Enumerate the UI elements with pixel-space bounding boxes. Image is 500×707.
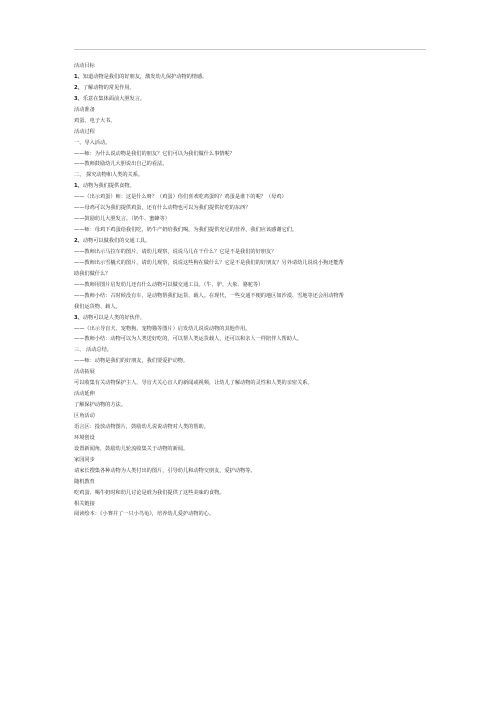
document-line (74, 203, 426, 214)
document-line (74, 105, 426, 116)
document-line (74, 302, 426, 313)
line-text: 阅读绘本：《小赛并了一只小鸟龟》，培养幼儿爱护动物的心。 (74, 511, 215, 518)
line-text: ——教师出示雪橇犬的图片，请幼儿观察，说说这些狗在做什么？它是不是我们的好朋友？另外请幼儿说说小狗还能帮 (74, 259, 344, 266)
line-text: 活动拓展 (74, 369, 95, 376)
document-line (74, 181, 426, 192)
line-text: ——师：动物是我们的好朋友，我们要爱护动物。 (74, 358, 189, 365)
line-text: ——教师小结：动物可以为人类送好吃的，可以帮人类运货载人，还可以和亲人一样陪伴人帮助人。 (74, 336, 303, 343)
line-text: 鸡蛋、电子大书。 (74, 117, 116, 124)
document-line (74, 324, 426, 335)
document-line (74, 488, 426, 499)
document-line (74, 94, 426, 105)
document-line (74, 116, 426, 127)
document-line (74, 345, 426, 356)
document-line (74, 400, 426, 411)
header-rule (74, 49, 426, 50)
document-line (74, 225, 426, 236)
document-line (74, 236, 426, 247)
document-line (74, 378, 426, 389)
item-number: 2、 (74, 84, 83, 91)
document-line (74, 72, 426, 83)
document-line (74, 433, 426, 444)
line-text: 三、 活动总结。 (74, 347, 112, 354)
document-line (74, 61, 426, 72)
line-text: ——教师鼓励幼儿大胆说出自己的看法。 (74, 161, 168, 168)
document-line (74, 258, 426, 269)
line-text: 助我们做什么？ (74, 270, 111, 277)
line-text: 设置新闻角，鼓励幼儿轮流收集关于动物的新闻。 (74, 445, 189, 452)
line-text: 我们运货物、载人。 (74, 303, 121, 310)
line-text: 知道动物是我们的好朋友，激发幼儿保护动物的情感。 (82, 73, 208, 80)
line-text: 动物可以是人类的好伙伴。 (82, 314, 146, 321)
document-line (74, 269, 426, 280)
document-line (74, 499, 426, 510)
document-line (74, 509, 426, 520)
line-text: 乐意在集体面前大胆发言。 (82, 95, 146, 102)
line-text: ——教师出示马拉车的图片，请幼儿观察，说说马儿在干什么？它是不是我们的好朋友？ (74, 248, 277, 255)
line-text: 请家长搜集各种动物为人类付出的图片，引导幼儿和动物交朋友，爱护动物等。 (74, 467, 256, 474)
line-text: 可以收集有关动物保护主人、导盲犬关心盲人的新闻或视频，让幼儿了解动物的灵性和人类的亲密关系。 (74, 380, 313, 387)
line-text: 家园同步 (74, 456, 95, 463)
line-text: 活动准备 (74, 106, 95, 113)
line-text: 一、导入活动。 (74, 139, 111, 146)
line-text: 动物可以做我们的交通工具。 (82, 238, 151, 244)
document-line (74, 192, 426, 203)
line-text: 活动过程 (74, 128, 95, 135)
document-line (74, 280, 426, 291)
line-text: ——教师用图片启发幼儿还有什么动物可以做交通工具。（牛、驴、大象、骆驼等） (74, 281, 264, 288)
item-number: 1、 (74, 183, 83, 190)
document-line (74, 291, 426, 302)
document-line (74, 411, 426, 422)
item-number: 3、 (74, 95, 83, 102)
document-line (74, 138, 426, 149)
document-line (74, 127, 426, 138)
document-line (74, 466, 426, 477)
document-line (74, 214, 426, 225)
line-text: 了解保护动物的方法。 (74, 402, 126, 409)
line-text: 了解动物的常见作用。 (82, 84, 135, 91)
line-text: ——母鸡可以为我们提供鸡蛋，还有什么动物也可以为我们提供好吃的东西？ (74, 205, 251, 212)
item-number: 1、 (74, 73, 83, 80)
line-text: ——师：为什么说动物是我们的朋友？它们可以为我们做什么事情呢？ (74, 150, 235, 157)
line-text: ——（出示导盲犬、宠物狗、宠物猫等图片）启发幼儿说说动物的其他作用。 (74, 325, 251, 332)
document-line (74, 149, 426, 160)
document-line (74, 159, 426, 170)
document-line (74, 422, 426, 433)
document-line (74, 477, 426, 488)
line-text: 环境创设 (74, 434, 95, 441)
document-line (74, 444, 426, 455)
document-line (74, 455, 426, 466)
line-text: 活动目标 (74, 63, 95, 69)
line-text: 随机教育 (74, 478, 95, 485)
document-body (74, 61, 426, 520)
document-line (74, 367, 426, 378)
document-line (74, 170, 426, 181)
line-text: 相关链接 (74, 500, 95, 507)
line-text: 动物为我们提供食物。 (82, 183, 135, 190)
document-line (74, 247, 426, 258)
item-number: 2、 (74, 238, 83, 244)
line-text: 语言区：投放动物图片，鼓励幼儿说说动物对人类的帮助。 (74, 423, 209, 430)
line-text: ——（出示鸡蛋）师：这是什么呀？（鸡蛋）你们喜欢吃鸡蛋吗？鸡蛋是谁下的呢？（母鸡） (74, 194, 287, 201)
line-text: ——鼓励幼儿大胆发言。（奶牛、蜜蜂等） (74, 216, 170, 223)
line-text: ——师：母鸡下鸡蛋给我们吃，奶牛产奶给我们喝，为我们提供充足的营养，我们应该感谢它们。 (74, 227, 298, 234)
item-number: 3、 (74, 314, 83, 321)
line-text: ——教师小结：古时候没有车，是动物帮我们运货、载人。在现代，一些交通不便的地区如沙漠、雪地等还会用动物帮 (74, 292, 344, 299)
line-text: 吃鸡蛋、喝牛奶时和幼儿讨论是谁为我们提供了这些美味的食物。 (74, 489, 225, 496)
document-line (74, 313, 426, 324)
line-text: 二、 探究动物和人类的关系。 (74, 172, 144, 179)
document-line (74, 334, 426, 345)
document-line (74, 389, 426, 400)
line-text: 活动延伸 (74, 391, 95, 398)
line-text: 区角活动 (74, 413, 95, 419)
document-line (74, 356, 426, 367)
document-line (74, 83, 426, 94)
